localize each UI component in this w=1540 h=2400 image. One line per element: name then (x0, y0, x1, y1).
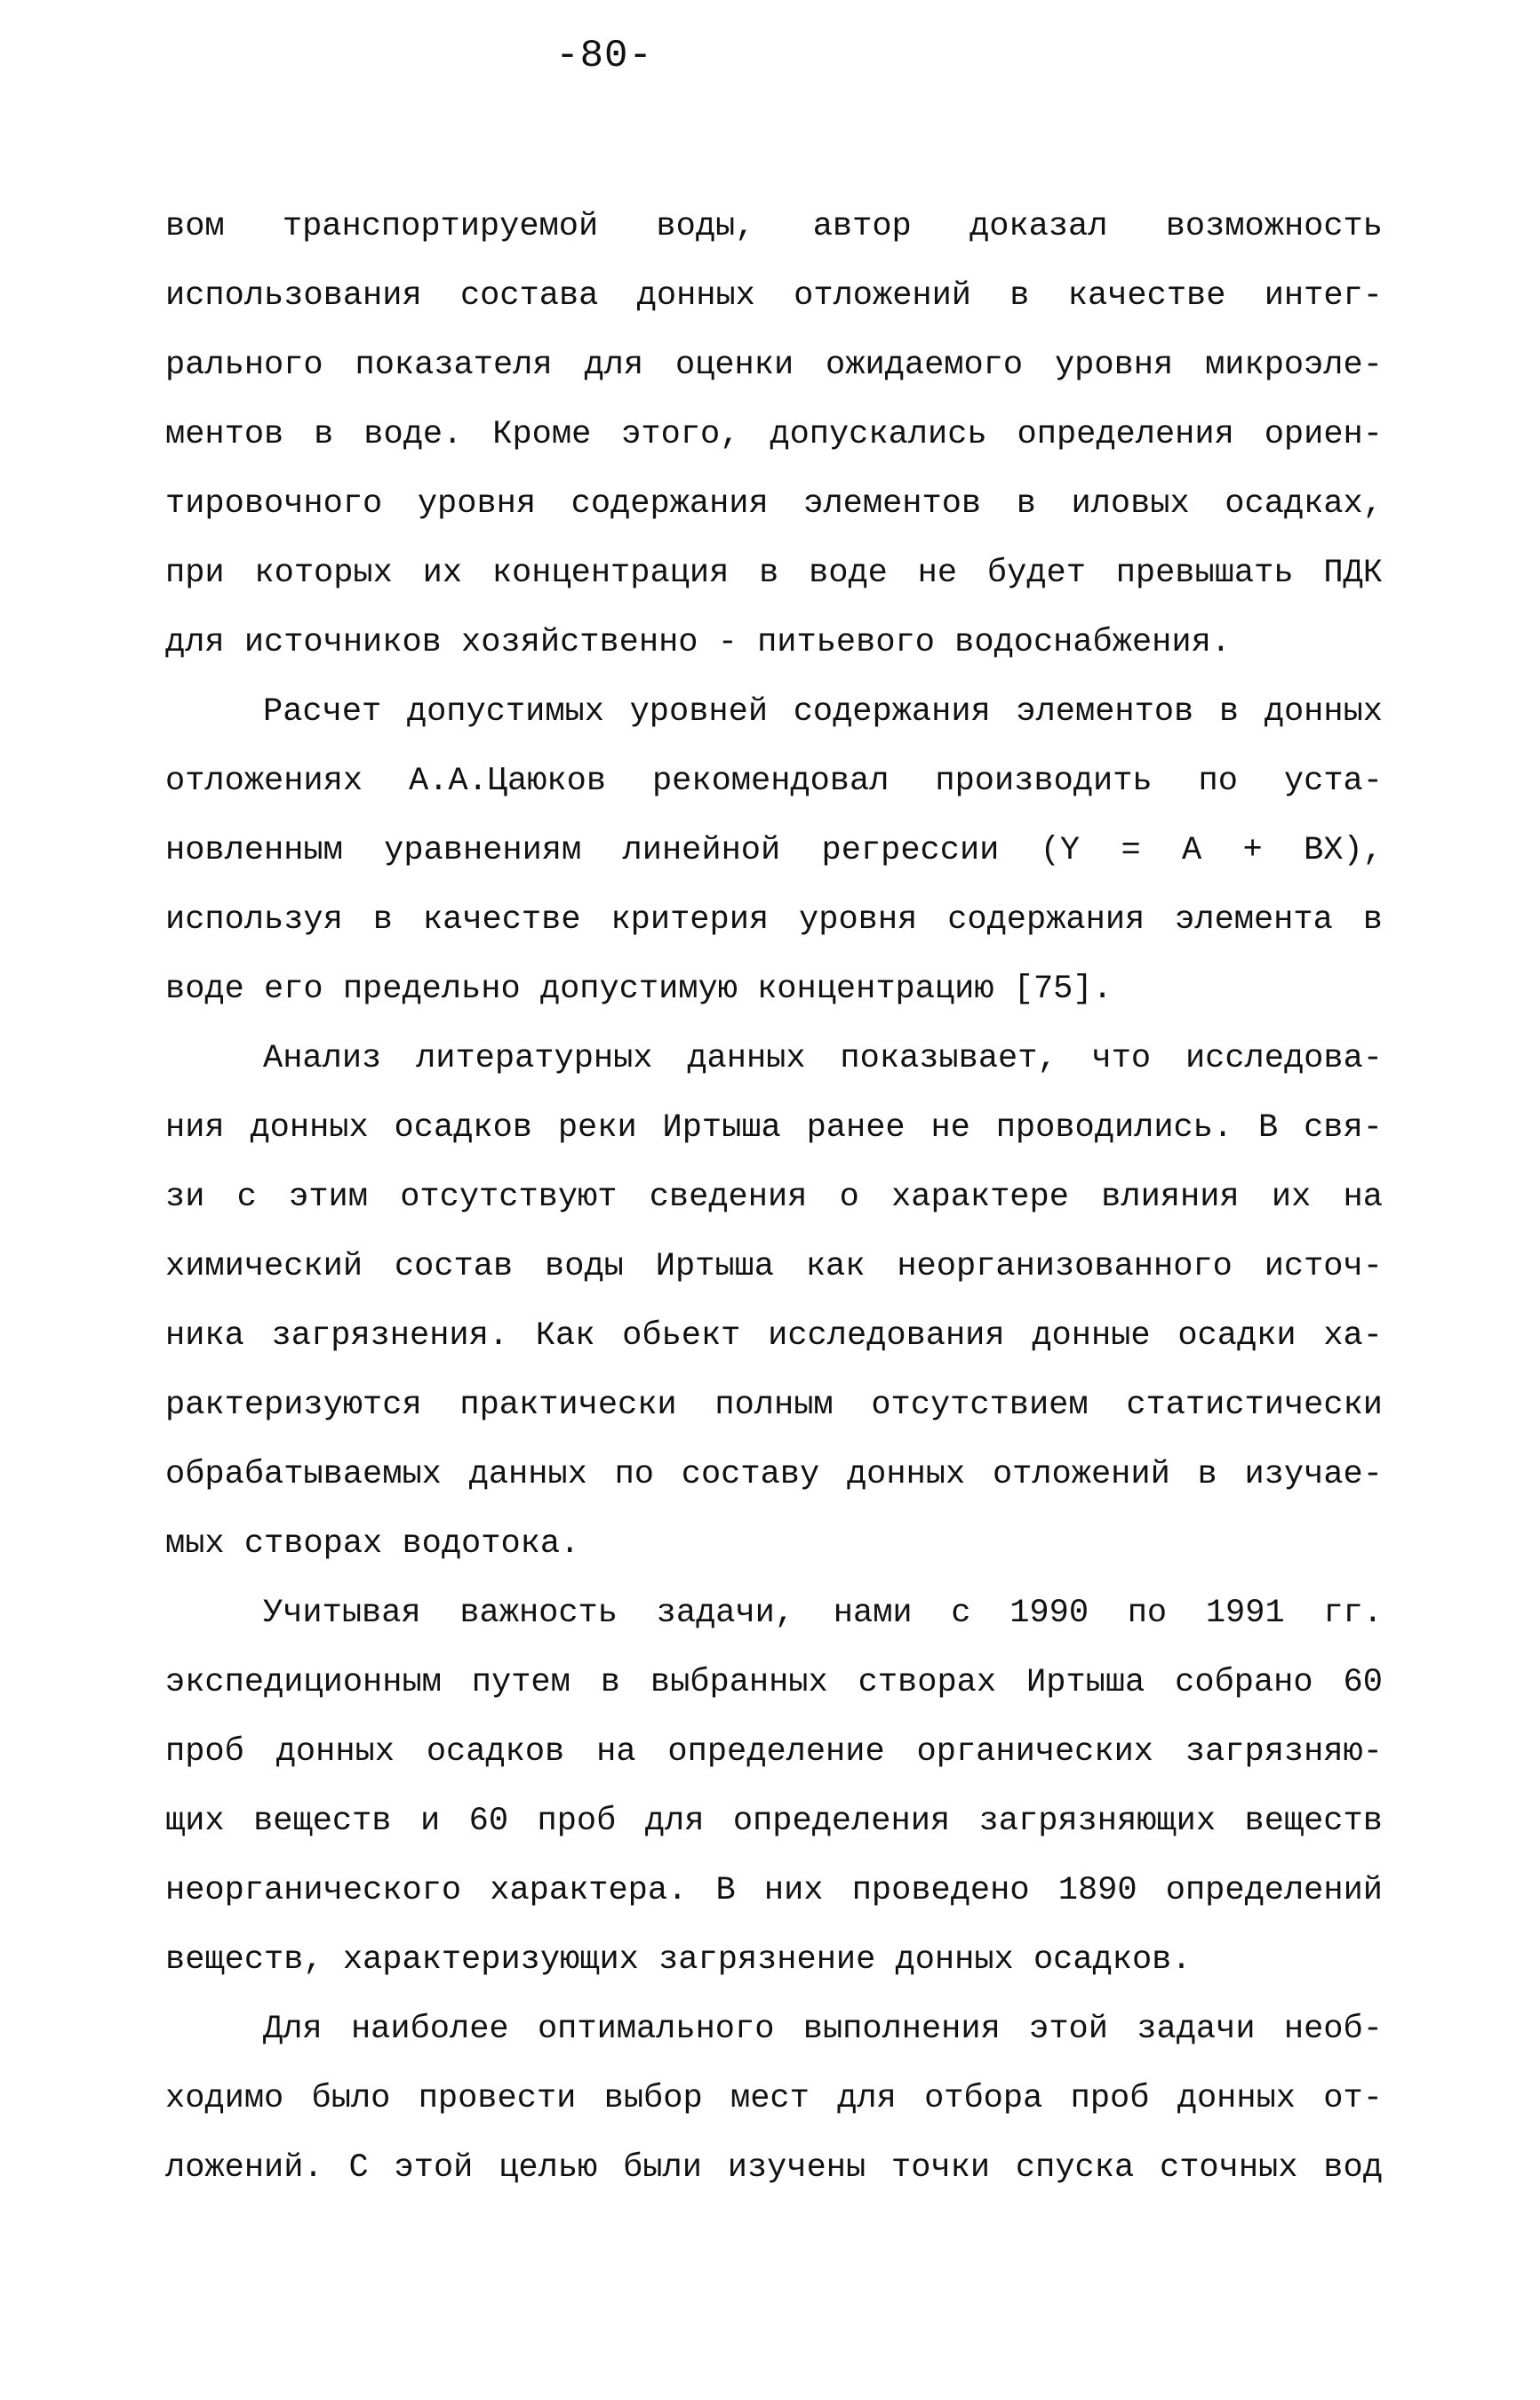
word: мых (165, 1525, 225, 1563)
word: вом (165, 208, 225, 245)
word: для (644, 1803, 705, 1840)
word: микроэле- (1205, 347, 1383, 384)
word: уравнениям (384, 832, 582, 869)
word: этой (1029, 2011, 1108, 2048)
word: химический (165, 1248, 363, 1285)
word: сведения (649, 1179, 808, 1216)
word: донных (636, 277, 755, 315)
text-line (165, 1163, 1383, 1232)
word: выбор (603, 2080, 703, 2117)
word: В (715, 1872, 736, 1909)
word: в (1009, 277, 1030, 315)
word: створах (858, 1664, 997, 1701)
word: отложений (794, 277, 972, 315)
word: ния (165, 1109, 225, 1147)
word: веществ (253, 1803, 392, 1840)
word: неорганизованного (897, 1248, 1233, 1285)
word: ПДК (1323, 555, 1383, 592)
word: нами (833, 1595, 913, 1632)
word: ложений. (165, 2149, 323, 2187)
word: уровня (1054, 347, 1174, 384)
word: сточных (1160, 2149, 1298, 2187)
word: собрано (1175, 1664, 1313, 1701)
word: питьевого (757, 624, 935, 661)
word: содержания (793, 693, 991, 731)
word: концентрация (491, 555, 730, 592)
word: = (1121, 832, 1141, 869)
word: исследова- (1185, 1040, 1383, 1077)
text-line (165, 1301, 1383, 1371)
text-line (165, 1232, 1383, 1301)
word: провести (418, 2080, 577, 2117)
text-line (165, 1024, 1383, 1093)
word: на (1343, 1179, 1383, 1216)
word: водотока. (402, 1525, 580, 1563)
word: которых (254, 555, 393, 592)
word: используя (165, 901, 343, 939)
text-line (165, 1093, 1383, 1163)
word: элемента (1175, 901, 1333, 939)
word: их (1271, 1179, 1312, 1216)
word: свя- (1304, 1109, 1383, 1147)
word: донных (275, 1733, 395, 1771)
word: отложений (992, 1456, 1170, 1493)
text-line (165, 539, 1383, 608)
word: о (839, 1179, 859, 1216)
text-line (165, 1371, 1383, 1440)
word: Кроме (492, 416, 592, 453)
word: и (419, 1803, 441, 1840)
word: изучены (727, 2149, 866, 2187)
text-line (165, 1717, 1383, 1787)
word: для (837, 2080, 897, 2117)
word: донных (846, 1456, 966, 1493)
word: этого, (621, 416, 740, 453)
word: показывает, (840, 1040, 1057, 1077)
page-number: -80- (555, 34, 653, 78)
word: ранее (806, 1109, 906, 1147)
word: хозяйственно (461, 624, 698, 661)
word: от- (1323, 2080, 1383, 2117)
word: ходимо (165, 2080, 284, 2117)
word: - (717, 624, 738, 661)
word: A (1181, 832, 1202, 869)
word: элементов (803, 485, 982, 523)
word: Как (535, 1317, 595, 1355)
word: необ- (1283, 2011, 1383, 2048)
word: было (311, 2080, 391, 2117)
text-line (165, 1995, 1383, 2064)
word: определения (1017, 416, 1234, 453)
word: спуска (1015, 2149, 1135, 2187)
word: проб (165, 1733, 244, 1771)
word: Иртыша (655, 1248, 774, 1285)
word: проводились. (995, 1109, 1233, 1147)
word: BX), (1304, 832, 1383, 869)
word: на (596, 1733, 636, 1771)
word: интег- (1264, 277, 1383, 315)
word: состава (459, 277, 599, 315)
word: неорганического (165, 1872, 462, 1909)
word: иловых (1071, 485, 1190, 523)
word: выполнения (802, 2011, 1001, 2048)
word: зи (165, 1179, 205, 1216)
word: веществ (1244, 1803, 1383, 1840)
word: уровня (417, 485, 537, 523)
word: по (1127, 1595, 1168, 1632)
word: Учитывая (263, 1595, 421, 1632)
word: влияния (1101, 1179, 1240, 1216)
text-line (165, 2064, 1383, 2133)
word: донных (1264, 693, 1383, 731)
word: источ- (1264, 1248, 1383, 1285)
word: критерия (610, 901, 770, 939)
word: Для (263, 2011, 323, 2048)
word: характере (891, 1179, 1069, 1216)
word: осадков (426, 1733, 565, 1771)
word: водоснабжения. (954, 624, 1231, 661)
word: практически (459, 1387, 677, 1424)
word: как (805, 1248, 866, 1285)
word: будет (986, 555, 1086, 592)
word: их (422, 555, 463, 592)
word: элементов (1016, 693, 1194, 731)
word: А.А.Цаюков (408, 763, 607, 800)
word: этой (394, 2149, 474, 2187)
word: линейной (622, 832, 781, 869)
word: 1991 (1205, 1595, 1285, 1632)
text-line (165, 816, 1383, 885)
word: с (236, 1179, 257, 1216)
word: задачи, (656, 1595, 795, 1632)
word: в (1197, 1456, 1217, 1493)
word: веществ, (165, 1941, 323, 1979)
word: использования (165, 277, 422, 315)
word: автор (812, 208, 912, 245)
word: концентрацию (757, 971, 994, 1008)
word: уровня (799, 901, 918, 939)
word: состав (394, 1248, 514, 1285)
text-line (165, 677, 1383, 747)
word: с (951, 1595, 971, 1632)
word: уста- (1283, 763, 1383, 800)
word: оптимального (537, 2011, 775, 2048)
text-line (165, 261, 1383, 331)
word: ориен- (1264, 416, 1383, 453)
text-line (165, 1856, 1383, 1925)
word: возможность (1165, 208, 1383, 245)
word: загрязнение (658, 1941, 876, 1979)
text-line (165, 955, 1383, 1024)
text-line (165, 469, 1383, 539)
word: воде (165, 971, 244, 1008)
word: отсутствием (871, 1387, 1089, 1424)
word: воде. (363, 416, 463, 453)
word: донных (250, 1109, 369, 1147)
word: мест (730, 2080, 810, 2117)
text-line (165, 1579, 1383, 1648)
word: отсутствуют (400, 1179, 618, 1216)
word: осадков (394, 1109, 532, 1147)
word: что (1091, 1040, 1152, 1077)
word: отложениях (165, 763, 363, 800)
word: показателя (355, 347, 553, 384)
word: ожидаемого (826, 347, 1024, 384)
word: данных (687, 1040, 806, 1077)
word: (Y (1040, 832, 1081, 869)
word: осадков. (1033, 1941, 1192, 1979)
word: 1990 (1009, 1595, 1089, 1632)
word: донные (1032, 1317, 1151, 1355)
word: ментов (165, 416, 284, 453)
word: воде (809, 555, 888, 592)
word: 60 (468, 1803, 509, 1840)
word: статистически (1126, 1387, 1383, 1424)
word: реки (557, 1109, 637, 1147)
word: них (763, 1872, 824, 1909)
word: воды, (656, 208, 755, 245)
text-line (165, 1787, 1383, 1856)
word: донных (895, 1941, 1014, 1979)
word: в (372, 901, 393, 939)
word: ха- (1323, 1317, 1383, 1355)
word: в (1218, 693, 1240, 731)
word: новленным (165, 832, 343, 869)
text-line (165, 2133, 1383, 2203)
word: 1890 (1057, 1872, 1137, 1909)
word: по (1198, 763, 1238, 800)
word: С (348, 2149, 369, 2187)
word: полным (714, 1387, 834, 1424)
word: Иртыша (1026, 1664, 1145, 1701)
word: данных (468, 1456, 587, 1493)
word: вод (1323, 2149, 1383, 2187)
text-line (165, 192, 1383, 261)
word: 60 (1343, 1664, 1383, 1701)
word: содержания (571, 485, 769, 523)
word: в (314, 416, 334, 453)
word: обьект (622, 1317, 741, 1355)
word: отбора (924, 2080, 1043, 2117)
word: качестве (1067, 277, 1226, 315)
word: рального (165, 347, 323, 384)
word: тировочного (165, 485, 383, 523)
word: донных (1177, 2080, 1296, 2117)
text-line (165, 400, 1383, 469)
word: задачи (1137, 2011, 1256, 2048)
text-line (165, 885, 1383, 955)
word: были (623, 2149, 702, 2187)
word: этим (289, 1179, 368, 1216)
word: важность (459, 1595, 618, 1632)
word: осадки (1177, 1317, 1297, 1355)
word: его (264, 971, 323, 1008)
text-line (165, 747, 1383, 816)
word: Иртыша (662, 1109, 781, 1147)
word: загрязняю- (1185, 1733, 1383, 1771)
word: характеризующих (342, 1941, 639, 1979)
word: по (614, 1456, 655, 1493)
word: определения (732, 1803, 951, 1840)
word: уровней (629, 693, 769, 731)
word: предельно (342, 971, 521, 1008)
word: целью (499, 2149, 598, 2187)
word: наиболее (350, 2011, 509, 2048)
word: путем (471, 1664, 571, 1701)
text-line (165, 331, 1383, 400)
word: для (584, 347, 644, 384)
word: литературных (416, 1040, 653, 1077)
word: обрабатываемых (165, 1456, 442, 1493)
word: в (759, 555, 779, 592)
word: осадках, (1225, 485, 1383, 523)
text-line (165, 1509, 1383, 1579)
word: загрязнения. (271, 1317, 509, 1355)
word: регрессии (821, 832, 1000, 869)
word: загрязняющих (978, 1803, 1217, 1840)
word: исследования (768, 1317, 1005, 1355)
word: качестве (422, 901, 581, 939)
word: проведено (851, 1872, 1030, 1909)
word: Анализ (263, 1040, 382, 1077)
word: Расчет (263, 693, 382, 731)
word: для (165, 624, 225, 661)
word: допустимую (539, 971, 738, 1008)
word: определение (667, 1733, 885, 1771)
word: доказал (969, 208, 1108, 245)
word: содержания (947, 901, 1145, 939)
word: транспортируемой (282, 208, 599, 245)
word: оценки (674, 347, 794, 384)
word: производить (935, 763, 1153, 800)
word: в (600, 1664, 620, 1701)
word: допускались (770, 416, 987, 453)
word: створах (243, 1525, 383, 1563)
word: превышать (1115, 555, 1294, 592)
text-line (165, 1648, 1383, 1717)
word: + (1242, 832, 1263, 869)
word: при (165, 555, 225, 592)
text-line (165, 608, 1383, 677)
word: определений (1165, 1872, 1383, 1909)
word: точки (891, 2149, 991, 2187)
text-line (165, 1925, 1383, 1995)
word: В (1258, 1109, 1279, 1147)
word: ника (165, 1317, 244, 1355)
word: составу (681, 1456, 820, 1493)
word: в (1362, 901, 1383, 939)
document-body (165, 192, 1383, 2203)
word: источников (243, 624, 442, 661)
word: органических (916, 1733, 1153, 1771)
word: выбранных (650, 1664, 828, 1701)
word: [75]. (1013, 971, 1113, 1008)
word: изучае- (1244, 1456, 1383, 1493)
word: не (917, 555, 958, 592)
word: рактеризуются (165, 1387, 422, 1424)
word: допустимых (406, 693, 604, 731)
word: проб (1070, 2080, 1150, 2117)
word: проб (537, 1803, 617, 1840)
word: характера. (490, 1872, 688, 1909)
word: экспедиционным (165, 1664, 442, 1701)
word: щих (165, 1803, 225, 1840)
word: в (1016, 485, 1036, 523)
word: гг. (1323, 1595, 1383, 1632)
word: воды (545, 1248, 624, 1285)
text-line (165, 1440, 1383, 1509)
word: не (930, 1109, 970, 1147)
word: рекомендовал (651, 763, 890, 800)
